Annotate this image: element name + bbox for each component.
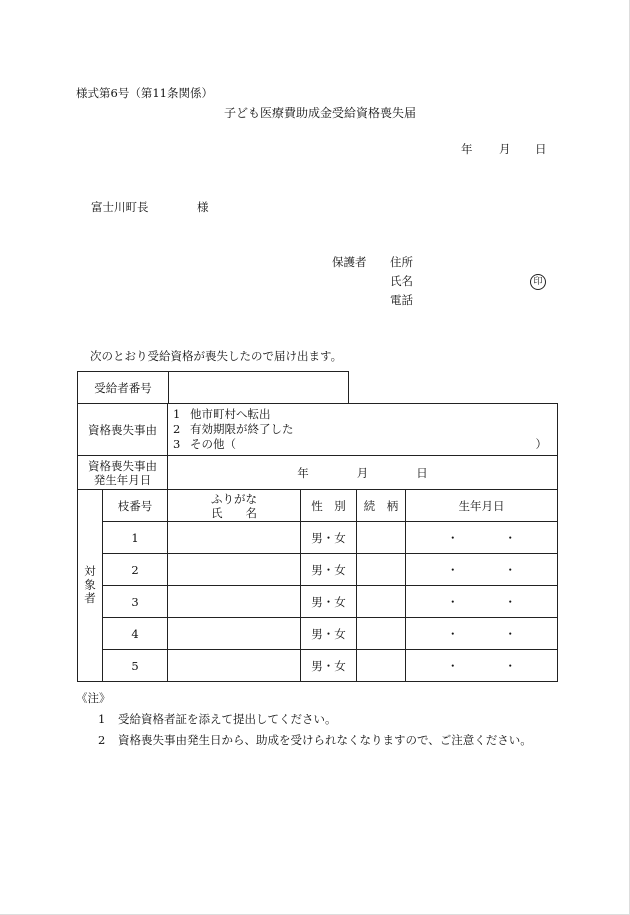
relation-cell[interactable] [357,586,406,618]
gender-choice[interactable]: 男・女 [301,618,357,650]
reason-option-2[interactable]: 2 有効期限が終了した [173,422,294,436]
name-cell[interactable] [168,554,301,586]
name-cell[interactable] [168,522,301,554]
target-side-label: 対象者 [78,490,103,682]
loss-form-table [77,403,558,682]
gender-header: 性 別 [301,490,357,522]
name-cell[interactable] [168,650,301,682]
relation-header: 続 柄 [357,490,406,522]
birthdate-header: 生年月日 [406,490,558,522]
loss-reason-options[interactable] [168,404,558,456]
birthdate-cell[interactable]: ・ ・ [406,650,558,682]
table-row: 2 男・女 ・ ・ [78,554,558,586]
table-row: 5 男・女 ・ ・ [78,650,558,682]
loss-date-label: 資格喪失事由 発生年月日 [78,456,168,490]
reason-option-1[interactable]: 1 他市町村へ転出 [173,407,271,421]
birthdate-cell[interactable]: ・ ・ [406,618,558,650]
relation-cell[interactable] [357,650,406,682]
recipient-number-field[interactable] [169,372,349,404]
note-item-2: 2 資格喪失事由発生日から、助成を受けられなくなりますので、ご注意ください。 [98,733,532,747]
table-row: 3 男・女 ・ ・ [78,586,558,618]
gender-choice[interactable]: 男・女 [301,554,357,586]
gender-choice[interactable]: 男・女 [301,650,357,682]
recipient-number-label: 受給者番号 [78,372,169,404]
gender-choice[interactable]: 男・女 [301,522,357,554]
loss-date-field[interactable]: 年 月 日 [168,456,558,490]
birthdate-cell[interactable]: ・ ・ [406,522,558,554]
relation-cell[interactable] [357,554,406,586]
table-row: 1 男・女 ・ ・ [78,522,558,554]
gender-choice[interactable]: 男・女 [301,586,357,618]
name-header: ふりがな 氏 名 [168,490,301,522]
branch-header: 枝番号 [103,490,168,522]
relation-cell[interactable] [357,618,406,650]
date-year-label: 年 [461,142,473,156]
name-label: 氏名 [390,274,413,288]
notes-heading: 《注》 [76,691,111,705]
form-title: 子ども医療費助成金受給資格喪失届 [224,106,417,120]
birthdate-cell[interactable]: ・ ・ [406,554,558,586]
guardian-label: 保護者 [332,255,367,269]
recipient-number-table [77,371,349,404]
loss-reason-label: 資格喪失事由 [78,404,168,456]
name-cell[interactable] [168,586,301,618]
seal-icon: 印 [530,273,546,290]
name-cell[interactable] [168,618,301,650]
date-month-label: 月 [499,142,511,156]
addressee-name: 富士川町長 [91,200,149,214]
intro-text: 次のとおり受給資格が喪失したので届け出ます。 [90,349,343,363]
date-day-label: 日 [535,142,547,156]
phone-label: 電話 [390,293,413,307]
addressee-honorific: 様 [197,200,209,214]
form-number: 様式第6号（第11条関係） [76,86,213,100]
address-label: 住所 [390,255,413,269]
note-item-1: 1 受給資格者証を添えて提出してください。 [98,712,337,726]
table-row: 4 男・女 ・ ・ [78,618,558,650]
relation-cell[interactable] [357,522,406,554]
reason-option-3[interactable]: 3 その他（ ） [173,437,547,451]
birthdate-cell[interactable]: ・ ・ [406,586,558,618]
